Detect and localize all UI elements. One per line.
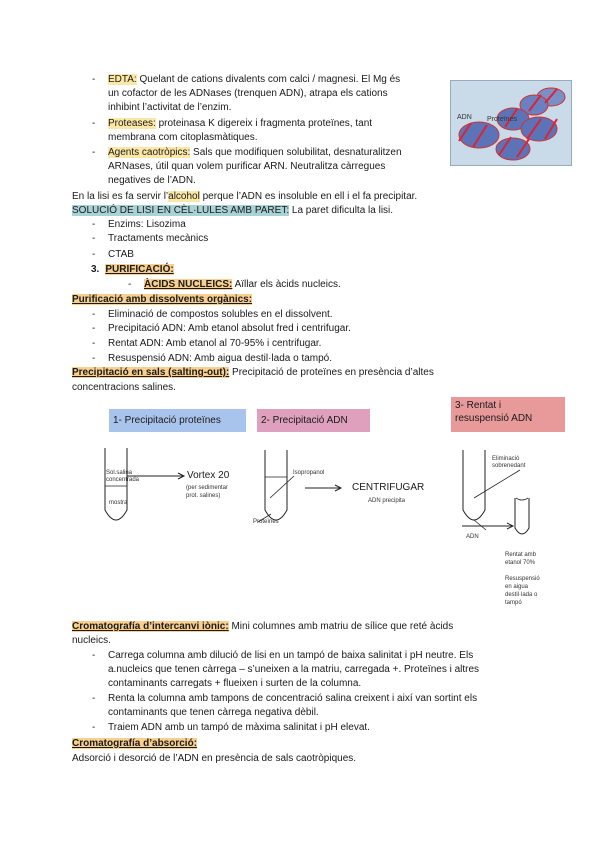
organic-item: Rentat ADN: Amb etanol al 70-95% i centrifugar. [108, 338, 322, 349]
tube1-label-2: concentrada [106, 477, 140, 483]
step-box-3-line-1: 3- Rentat i [455, 400, 502, 411]
ion-exchange-text: Mini columnes amb matriu de sílice que reté àcids [228, 621, 454, 632]
edta-line-1 [108, 73, 400, 86]
list-dash: - [128, 279, 132, 290]
edta-text: Quelant de cations divalents com calci / magnesi. El Mg és [136, 74, 401, 85]
vortex-label: Vortex 20 [187, 470, 230, 481]
wall-item: CTAB [108, 249, 134, 260]
proteases-line-1 [108, 117, 372, 130]
chaotropic-line-2: ARNases, útil quan volem purificar ARN. Neutralitza càrregues [108, 161, 386, 172]
elimination-label-2: sobrenedant [492, 463, 526, 469]
label-adn: ADN [457, 114, 472, 121]
wall-lysis-text: La paret dificulta la lisi. [289, 205, 394, 216]
wall-item: Tractaments mecànics [108, 233, 209, 244]
chaotropic-line-3: negatives de l’ADN. [108, 175, 196, 186]
edta-line-3: inhibint l’activitat de l’enzim. [108, 102, 232, 113]
ion-item-3-line-1: Traiem ADN amb un tampó de màxima salinitat i pH elevat. [108, 722, 370, 733]
list-dash: - [92, 147, 96, 158]
step-box-3 [451, 397, 565, 432]
rentat-label-1: Rentat amb [505, 552, 537, 558]
organic-item: Eliminació de compostos solubles en el dissolvent. [108, 309, 333, 320]
vortex-sub-2: prot. salines) [186, 493, 221, 499]
rentat-label-2: etanol 70% [505, 560, 536, 566]
adsorption-heading-line [72, 737, 197, 750]
list-dash: - [92, 693, 96, 704]
organic-item: Resuspensió ADN: Amb aigua destil·lada o tampó. [108, 353, 333, 364]
purification-heading-line [91, 263, 174, 276]
list-dash: - [92, 722, 96, 733]
alcohol-post: perque l’ADN es insoluble en ell i el fa precipitar. [199, 191, 418, 202]
adn-precipita-label: ADN precipita [368, 498, 406, 504]
resusp-label-3: destil·lada o [505, 592, 538, 598]
ion-item-1-line-1: Carrega columna amb dilució de lisi en un tampó de baixa salinitat i pH neutre. Els [108, 650, 474, 661]
list-dash: - [92, 338, 96, 349]
proteases-term: Proteases: [108, 118, 156, 129]
alcohol-term: alcohol [168, 191, 200, 202]
proteases-line-2: membrana com citoplasmàtiques. [108, 132, 258, 143]
list-dash: - [92, 650, 96, 661]
salting-heading: Precipitació en sals (salting-out): [72, 367, 230, 378]
centrifugar-label: CENTRIFUGAR [352, 482, 425, 493]
wall-lysis-heading: SOLUCIÓ DE LISI EN CÈL·LULES AMB PARET: [72, 205, 290, 216]
adsorption-heading: Cromatografía d’absorció: [72, 738, 198, 749]
nucleic-line [144, 278, 341, 291]
alcohol-pre: En la lisi es fa servir l’ [72, 191, 169, 202]
salting-line-1 [72, 366, 434, 379]
ion-exchange-heading: Cromatografía d’intercanvi iònic: [72, 621, 229, 632]
organic-item: Precipitació ADN: Amb etanol absolut fred i centrifugar. [108, 323, 351, 334]
proteases-text: proteinasa K digereix i fragmenta proteïnes, tant [155, 118, 373, 129]
tube1-label-1: Sol.salina [106, 470, 133, 476]
edta-term: EDTA: [108, 74, 137, 85]
ion-item-2-line-2: contaminants que tenen càrrega negativa dèbil. [108, 707, 319, 718]
list-dash: - [92, 353, 96, 364]
resusp-label-1: Resuspensió [505, 576, 540, 582]
list-dash: - [92, 249, 96, 260]
nucleic-text: Aïllar els àcids nucleics. [232, 279, 341, 290]
purification-number: 3. [91, 264, 100, 275]
list-dash: - [92, 74, 96, 85]
alcohol-line [72, 190, 417, 203]
tube1-bottom-label: mostra [109, 500, 128, 506]
ion-item-2-line-1: Renta la columna amb tampons de concentració salina creixent i així van sortint els [108, 693, 478, 704]
organic-heading-line [72, 293, 252, 306]
purification-heading: PURIFICACIÓ: [105, 264, 174, 275]
step-box-3-line-2: resuspensió ADN [455, 413, 533, 424]
step-box-1: 1- Precipitació proteïnes [109, 409, 246, 432]
nucleic-term: ÀCIDS NUCLEICS: [144, 279, 233, 290]
salting-line-2: concentracions salines. [72, 382, 176, 393]
edta-line-2: un cofactor de les ADNases (trenquen ADN), atrapa els cations [108, 88, 388, 99]
list-dash: - [92, 233, 96, 244]
chaotropic-text: Sals que modifiquen solubilitat, desnaturalitzen [190, 147, 402, 158]
resusp-label-2: en aigua [505, 584, 529, 590]
ion-item-1-line-2: a.nucleics que tenen càrrega – s’uneixen a la matriu, carregada +. Proteïnes i altres [108, 664, 480, 675]
elimination-label-1: Eliminació [492, 456, 520, 462]
salting-text: Precipitació de proteïnes en presència d’altes [229, 367, 434, 378]
list-dash: - [92, 309, 96, 320]
proteines-label: Proteïnes [253, 519, 279, 525]
chaotropic-line-1 [108, 146, 402, 159]
wall-item: Enzims: Lisozima [108, 219, 186, 230]
label-proteins: Proteïnes [487, 116, 517, 123]
ion-exchange-line-1 [72, 620, 453, 633]
chaotropic-term: Agents caotròpics: [108, 147, 191, 158]
organic-heading: Purificació amb dissolvents orgànics: [72, 294, 253, 305]
resusp-label-4: tampó [505, 600, 522, 606]
isopropanol-label: Isopropanol [293, 470, 325, 476]
list-dash: - [92, 118, 96, 129]
vortex-sub-1: (per sedimentar [186, 485, 229, 491]
wall-lysis-line [72, 204, 393, 217]
dna-protein-svg [451, 81, 571, 165]
list-dash: - [92, 323, 96, 334]
ion-item-1-line-3: contaminants carregats + flueixen i surten de la columna. [108, 678, 362, 689]
list-dash: - [92, 219, 96, 230]
dna-protein-figure [450, 80, 572, 166]
step-box-2: 2- Precipitació ADN [257, 409, 370, 432]
ion-exchange-line-2: nucleics. [72, 635, 111, 646]
adsorption-text: Adsorció i desorció de l’ADN en presència de sals caotròpiques. [72, 753, 357, 764]
adn-label: ADN [466, 534, 479, 540]
